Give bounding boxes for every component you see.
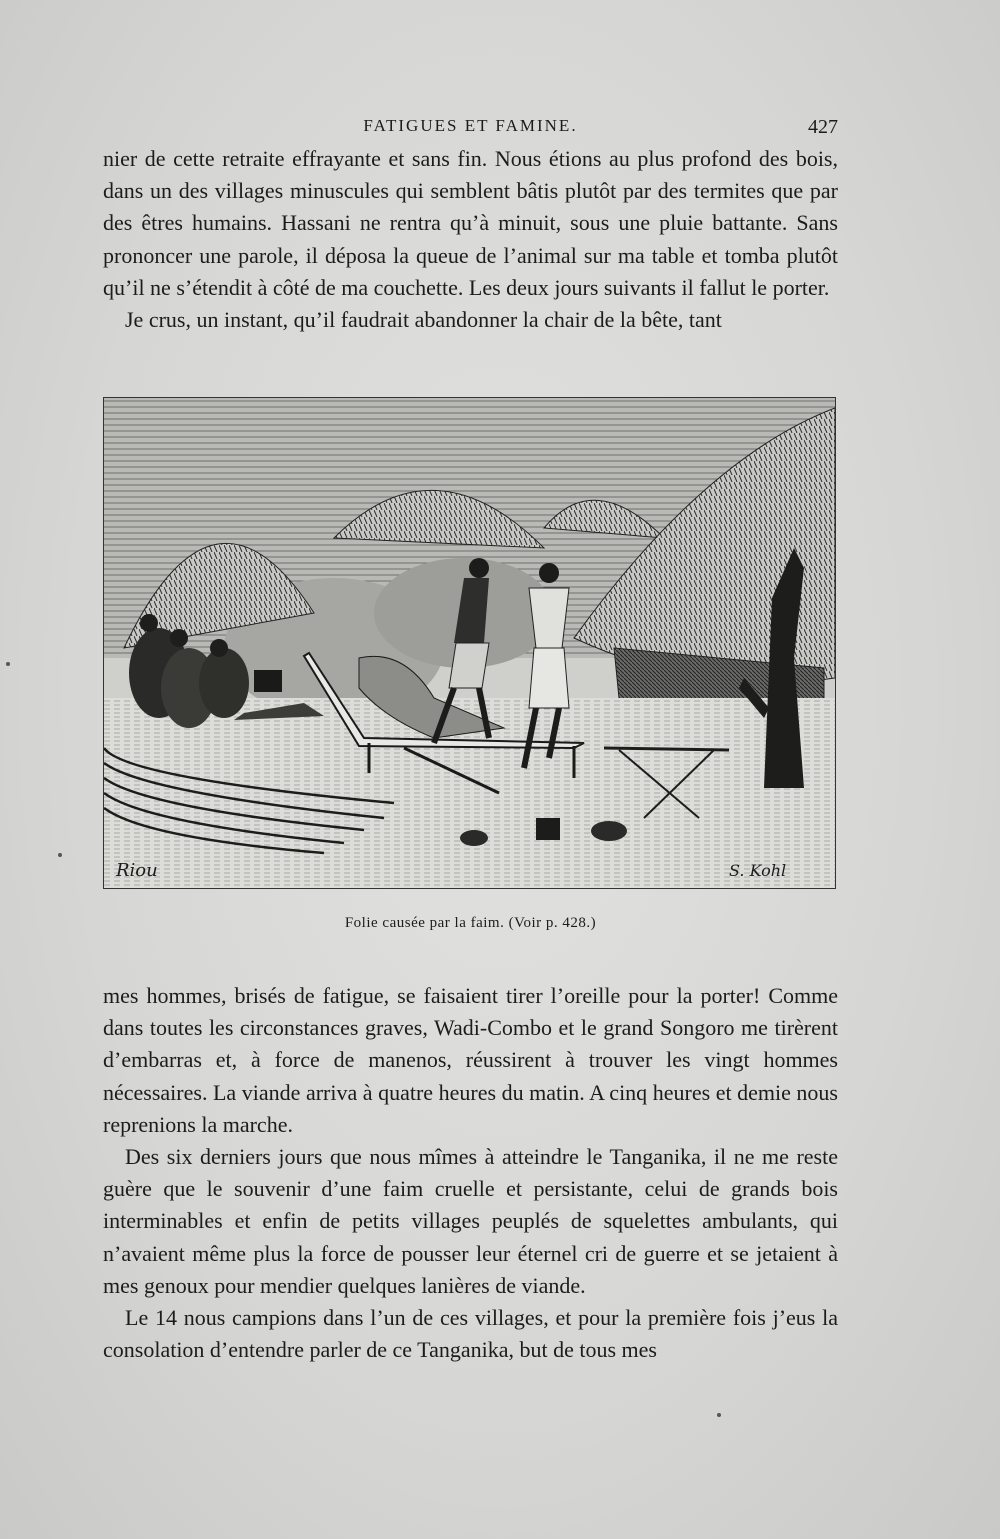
text-block-bottom	[103, 980, 838, 1366]
running-title: FATIGUES ET FAMINE.	[363, 116, 578, 135]
engraving-illustration	[103, 397, 836, 889]
basket	[591, 821, 627, 841]
paragraph: Je crus, un instant, qu’il faudrait abandonner la chair de la bête, tant	[125, 307, 722, 333]
paper-speck	[6, 662, 10, 666]
page-header	[103, 116, 838, 144]
paragraph: nier de cette retraite effrayante et sans fin. Nous étions au plus profond des bois, dans un des villages minuscules qui semblent bâtis plutôt par des termites que par des êtres humains. Hassani ne rentra qu’à minuit, sous une pluie battante. Sans prononcer une parole, il déposa la queue de l’animal sur ma table et tomba plutôt qu’il ne s’étendit à côté de ma couchette. Les deux jours suivants il fallut le porter.	[103, 146, 838, 300]
figure-caption: Folie causée par la faim. (Voir p. 428.)	[344, 915, 597, 931]
paragraph: Le 14 nous campions dans l’un de ces villages, et pour la première fois j’eus la consolation d’entendre parler de ce Tanganika, but de tous mes	[103, 1305, 838, 1363]
pot	[536, 818, 560, 840]
engraver-signature-left: Riou	[116, 860, 158, 881]
paragraph: Des six derniers jours que nous mîmes à atteindre le Tanganika, il ne me reste guère que le souvenir d’une faim cruelle et persistante, celui de grands bois interminables et enfin de petits villages peuplés de squelettes ambulants, qui n’avaient même plus la force de pousser leur éternel cri de guerre et se jetaient à mes genoux pour mendier quelques lanières de viande.	[103, 1144, 838, 1298]
paragraph: mes hommes, brisés de fatigue, se faisaient tirer l’oreille pour la porter! Comme dans toutes les circonstances graves, Wadi-Combo et le grand Songoro me tirèrent d’embarras et, à force de manenos, réussirent à trouver les vingt hommes nécessaires. La viande arriva à quatre heures du matin. A cinq heures et demie nous reprenions la marche.	[103, 983, 838, 1137]
text-block-top	[103, 143, 838, 336]
engraver-signature-right: S. Kohl	[729, 861, 787, 880]
paper-speck	[717, 1413, 721, 1417]
paper-speck	[58, 853, 62, 857]
page-number: 427	[808, 116, 838, 138]
bowl	[460, 830, 488, 846]
cooking-pot	[254, 670, 282, 692]
table-top	[604, 748, 729, 750]
